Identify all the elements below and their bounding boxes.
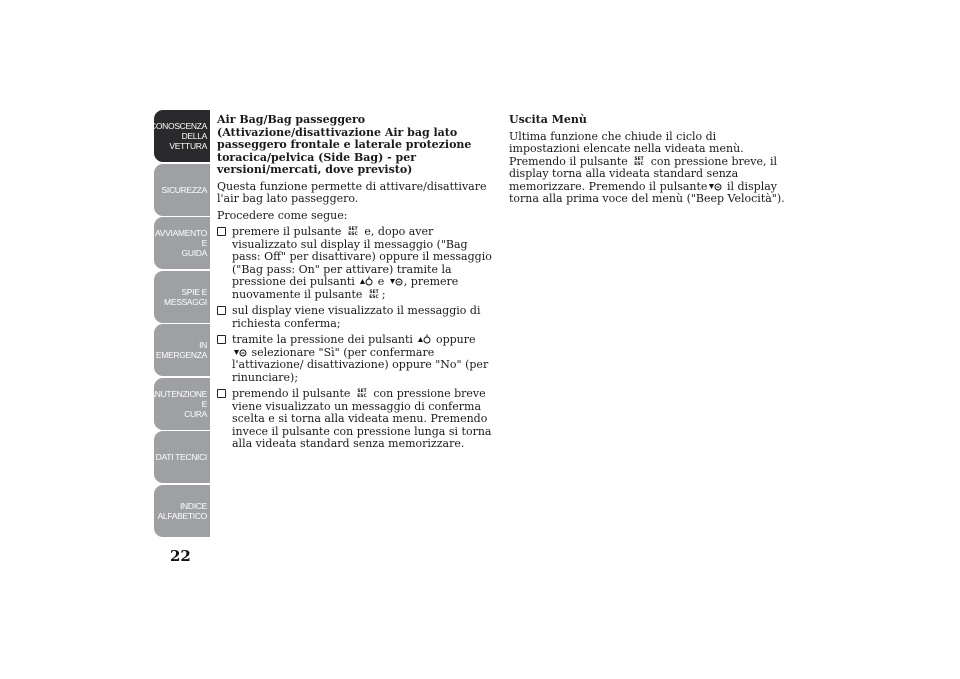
text: premendo il pulsante: [232, 387, 351, 400]
bullet-box-icon: [217, 227, 226, 236]
svg-text:ESC: ESC: [369, 294, 379, 299]
tab-manutenzione-e-cura[interactable]: [142, 378, 210, 430]
text: il display torna alla prima voce del menù ("Beep Velocità").: [509, 179, 785, 205]
list-item: [217, 388, 492, 451]
tab-label: MANUTENZIONE E: [142, 388, 207, 409]
text: premere il pulsante: [232, 225, 342, 238]
set-esc-button-icon: [367, 289, 381, 299]
list-item: [217, 305, 492, 330]
text: con pressione breve viene visualizzato un messaggio di conferma scelta e si torna alla videata menu. Premendo invece il pulsante con pressione lunga si torna alla videata standard senza memorizzare.: [232, 387, 492, 450]
tab-label: AVVIAMENTO E: [155, 228, 207, 248]
exit-menu-paragraph: [509, 131, 789, 206]
tab-label: SPIE E MESSAGGI: [164, 286, 207, 307]
svg-text:SET: SET: [357, 389, 367, 395]
chapter-sidebar: [142, 110, 210, 538]
text: sul display viene visualizzato il messaggio di richiesta conferma;: [232, 304, 481, 330]
text: e: [377, 275, 385, 288]
up-plus-button-icon: [359, 276, 373, 286]
down-minus-button-icon: [708, 181, 722, 191]
tab-label: DELLA VETTURA: [169, 131, 207, 151]
text: tramite la pressione dei pulsanti: [232, 333, 413, 346]
text: con pressione breve, il display torna alla videata standard senza memorizzare. Premendo il pulsante: [509, 154, 778, 193]
tab-conoscenza-della-vettura[interactable]: [150, 110, 210, 162]
text: ;: [381, 287, 386, 301]
right-column: [509, 114, 789, 210]
svg-text:ESC: ESC: [357, 394, 367, 398]
svg-text:ESC: ESC: [634, 161, 644, 166]
svg-text:SET: SET: [369, 289, 379, 295]
tab-in-emergenza[interactable]: [154, 324, 210, 376]
tab-label: SICUREZZA: [161, 184, 207, 195]
section-heading: [217, 114, 492, 177]
bullet-box-icon: [217, 335, 226, 344]
tab-label: CONOSCENZA: [150, 121, 207, 131]
section-heading: Uscita Menù: [509, 113, 587, 126]
tab-dati-tecnici[interactable]: [154, 431, 210, 483]
text: e, dopo aver visualizzato sul display il messaggio ("Bag pass: Off" per disattivare) oppure il messaggio ("Bag pass: On" per attivare) tramite la pressione dei pulsanti: [232, 225, 492, 288]
tab-label: GUIDA: [181, 248, 207, 258]
tab-label: CURA: [184, 408, 207, 419]
svg-text:ESC: ESC: [348, 232, 358, 236]
tab-label: ALFABETICO: [157, 510, 207, 521]
text: , premere nuovamente il pulsante: [232, 275, 459, 301]
text: Ultima funzione che chiude il ciclo di impostazioni elencate nella videata menù. Premendo il pulsante: [509, 129, 744, 168]
list-item: [217, 334, 492, 384]
tab-avviamento-e-guida[interactable]: [154, 217, 210, 269]
procedure-label: Procedere come segue:: [217, 208, 348, 222]
text: oppure: [435, 333, 476, 346]
bullet-box-icon: [217, 389, 226, 398]
intro-paragraph: Questa funzione permette di attivare/disattivare l'air bag lato passeggero.: [217, 179, 487, 205]
set-esc-button-icon: [346, 226, 360, 236]
tab-spie-e-messaggi[interactable]: [154, 271, 210, 323]
list-item: [217, 226, 492, 301]
tab-label: INDICE: [179, 500, 207, 511]
tab-label: IN EMERGENZA: [155, 340, 207, 360]
bullet-box-icon: [217, 306, 226, 315]
down-minus-button-icon: [233, 347, 247, 357]
page-number: 22: [170, 547, 191, 565]
heading-title: Air Bag/Bag passeggero: [217, 113, 366, 126]
down-minus-button-icon: [389, 276, 403, 286]
up-plus-button-icon: [417, 334, 431, 344]
tab-indice-alfabetico[interactable]: [154, 485, 210, 537]
tab-sicurezza[interactable]: [154, 164, 210, 216]
set-esc-button-icon: [632, 156, 646, 166]
heading-subtitle: (Attivazione/disattivazione Air bag lato passeggero frontale e laterale protezione toracica/pelvica (Side Bag) - per versioni/mercati, dove previsto): [217, 125, 472, 176]
set-esc-button-icon: [355, 388, 369, 398]
left-column: [217, 114, 492, 455]
svg-text:SET: SET: [634, 156, 644, 162]
tab-label: DATI TECNICI: [155, 452, 207, 462]
text: selezionare "Sì" (per confermare l'attivazione/ disattivazione) oppure "No" (per rinunciare);: [232, 345, 489, 384]
svg-text:SET: SET: [348, 227, 358, 233]
